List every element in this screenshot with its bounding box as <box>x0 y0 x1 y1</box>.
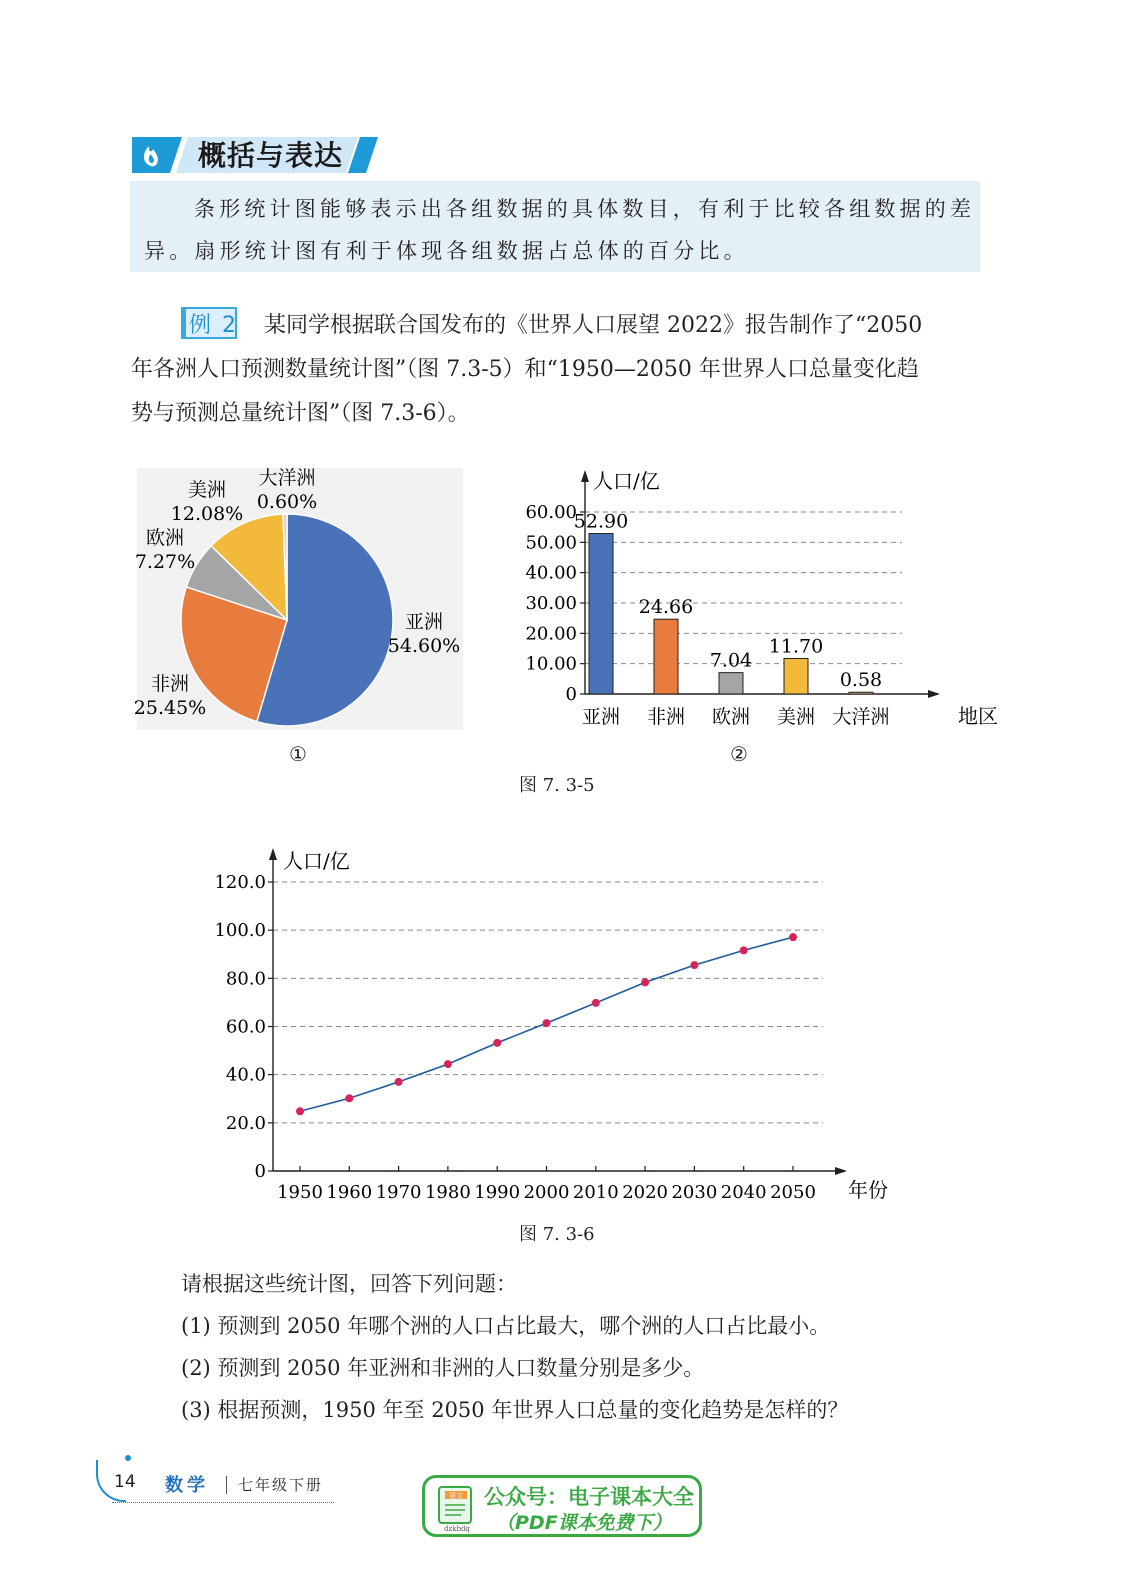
figure-736-caption: 图 7. 3-6 <box>519 1224 595 1245</box>
questions-intro: 请根据这些统计图，回答下列问题： <box>181 1272 517 1296</box>
line-xlabel: 年份 <box>848 1178 888 1202</box>
line-ylabel: 人口/亿 <box>283 849 350 873</box>
line-ytick-label-1: 20.0 <box>225 1112 266 1134</box>
example-text-line-1: 某同学根据联合国发布的《世界人口展望 2022》报告制作了“2050 <box>264 313 923 338</box>
line-ytick-label-2: 40.0 <box>225 1064 266 1086</box>
question-3: (3) 根据预测，1950 年至 2050 年世界人口总量的变化趋势是怎样的？ <box>181 1398 849 1422</box>
bar-xlabel: 地区 <box>958 704 998 728</box>
bar-2 <box>719 673 743 694</box>
line-point-8 <box>690 961 698 969</box>
pie-label-category-0: 亚洲 <box>404 611 444 633</box>
pie-label-percent-4: 0.60% <box>256 491 318 513</box>
line-ytick-label-6: 120.0 <box>214 872 266 893</box>
bar-3 <box>784 659 808 694</box>
pie-label-percent-1: 25.45% <box>133 697 207 719</box>
pie-label-percent-2: 7.27% <box>134 551 196 573</box>
watermark-icon-text: 语文 <box>449 1492 463 1500</box>
line-xtick-label-9: 2040 <box>720 1182 767 1203</box>
line-xtick-label-7: 2020 <box>622 1182 669 1203</box>
bar-value-label-3: 11.70 <box>768 635 824 658</box>
bar-chart <box>490 460 998 735</box>
book-grade: 七年级下册 <box>238 1476 324 1494</box>
example-badge-bar <box>181 307 186 339</box>
question-1: (1) 预测到 2050 年哪个洲的人口占比最大，哪个洲的人口占比最小。 <box>181 1314 831 1338</box>
book-subject: 数学 <box>165 1475 209 1496</box>
line-point-7 <box>641 978 649 986</box>
line-xtick-label-3: 1980 <box>424 1182 471 1203</box>
line-point-2 <box>395 1078 403 1086</box>
example-label: 例 2 <box>189 313 238 338</box>
bar-value-label-1: 24.66 <box>638 596 694 619</box>
panel-mark-2: ② <box>730 742 748 766</box>
pie-label-percent-3: 12.08% <box>170 503 244 525</box>
line-xtick-label-6: 2010 <box>572 1182 619 1203</box>
footer-rule <box>112 1502 334 1503</box>
line-chart <box>200 840 910 1210</box>
bar-x-axis-arrow <box>928 690 940 698</box>
line-xtick-label-0: 1950 <box>277 1182 323 1203</box>
watermark-line-1: 公众号：电子课本大全 <box>484 1485 694 1509</box>
line-xtick-label-8: 2030 <box>671 1182 718 1203</box>
section-title: 概括与表达 <box>198 139 344 172</box>
line-x-axis-arrow <box>835 1167 847 1175</box>
pie-label-percent-0: 54.60% <box>387 635 461 657</box>
bar-value-label-2: 7.04 <box>709 649 753 672</box>
line-point-9 <box>740 946 748 954</box>
bar-ytick-label-1: 10.00 <box>525 653 577 675</box>
bar-value-label-0: 52.90 <box>573 510 629 533</box>
pie-label-category-2: 欧洲 <box>145 527 185 549</box>
bar-category-label-0: 亚洲 <box>581 706 621 728</box>
pie-chart <box>133 467 463 730</box>
bar-category-label-3: 美洲 <box>776 706 816 728</box>
book-icon <box>437 1483 479 1533</box>
bar-ytick-label-0: 0 <box>565 684 577 705</box>
bar-category-label-4: 大洋洲 <box>832 706 890 728</box>
bar-category-label-1: 非洲 <box>646 706 686 728</box>
bar-ytick-label-4: 40.00 <box>525 562 577 584</box>
line-point-6 <box>592 999 600 1007</box>
footer-dot-decoration <box>125 1455 131 1461</box>
watermark-icon-subtext: dzkbdq <box>444 1525 470 1533</box>
bar-category-label-2: 欧洲 <box>711 706 751 728</box>
question-2: (2) 预测到 2050 年亚洲和非洲的人口数量分别是多少。 <box>181 1356 705 1380</box>
bar-ytick-label-2: 20.00 <box>525 623 577 645</box>
bar-ytick-label-5: 50.00 <box>525 532 577 554</box>
line-ytick-label-3: 60.0 <box>225 1016 266 1038</box>
figure-735-caption: 图 7. 3-5 <box>519 775 595 796</box>
example-text-line-2: 年各洲人口预测数量统计图”（图 7.3-5）和“1950—2050 年世界人口总量变化趋 <box>131 357 919 382</box>
bar-value-label-4: 0.58 <box>839 669 883 692</box>
pie-label-category-4: 大洋洲 <box>258 467 316 489</box>
line-xtick-label-4: 1990 <box>474 1182 521 1203</box>
line-ytick-label-5: 100.0 <box>214 920 266 942</box>
bar-0 <box>589 534 613 694</box>
bar-ytick-label-6: 60.00 <box>525 502 577 523</box>
page-number: 14 <box>114 1472 136 1492</box>
bar-4 <box>849 692 873 694</box>
summary-box <box>130 181 980 272</box>
summary-line-2: 异。扇形统计图有利于体现各组数据占总体的百分比。 <box>144 239 749 263</box>
line-point-3 <box>444 1060 452 1068</box>
line-y-axis-arrow <box>269 848 277 860</box>
bar-1 <box>654 619 678 694</box>
bar-ytick-label-3: 30.00 <box>525 593 577 614</box>
line-xtick-label-5: 2000 <box>523 1182 570 1203</box>
pie-label-category-3: 美洲 <box>187 479 227 501</box>
line-ytick-label-0: 0 <box>254 1161 266 1182</box>
line-point-0 <box>296 1107 304 1115</box>
summary-line-1: 条形统计图能够表示出各组数据的具体数目，有利于比较各组数据的差 <box>194 197 976 221</box>
line-point-10 <box>789 933 797 941</box>
line-ytick-label-4: 80.0 <box>225 968 266 990</box>
line-xtick-label-1: 1960 <box>326 1182 373 1203</box>
line-point-5 <box>543 1019 551 1027</box>
bar-y-axis-arrow <box>581 470 589 482</box>
example-text-line-3: 势与预测总量统计图”（图 7.3-6）。 <box>131 401 470 426</box>
watermark-line-2: （PDF课本免费下） <box>496 1512 672 1534</box>
bar-ylabel: 人口/亿 <box>593 469 660 493</box>
line-xtick-label-10: 2050 <box>770 1182 816 1203</box>
panel-mark-1: ① <box>289 742 307 766</box>
pie-label-category-1: 非洲 <box>150 673 190 695</box>
footer-separator <box>226 1476 227 1494</box>
line-point-1 <box>345 1094 353 1102</box>
line-xtick-label-2: 1970 <box>375 1182 422 1203</box>
line-point-4 <box>493 1039 501 1047</box>
